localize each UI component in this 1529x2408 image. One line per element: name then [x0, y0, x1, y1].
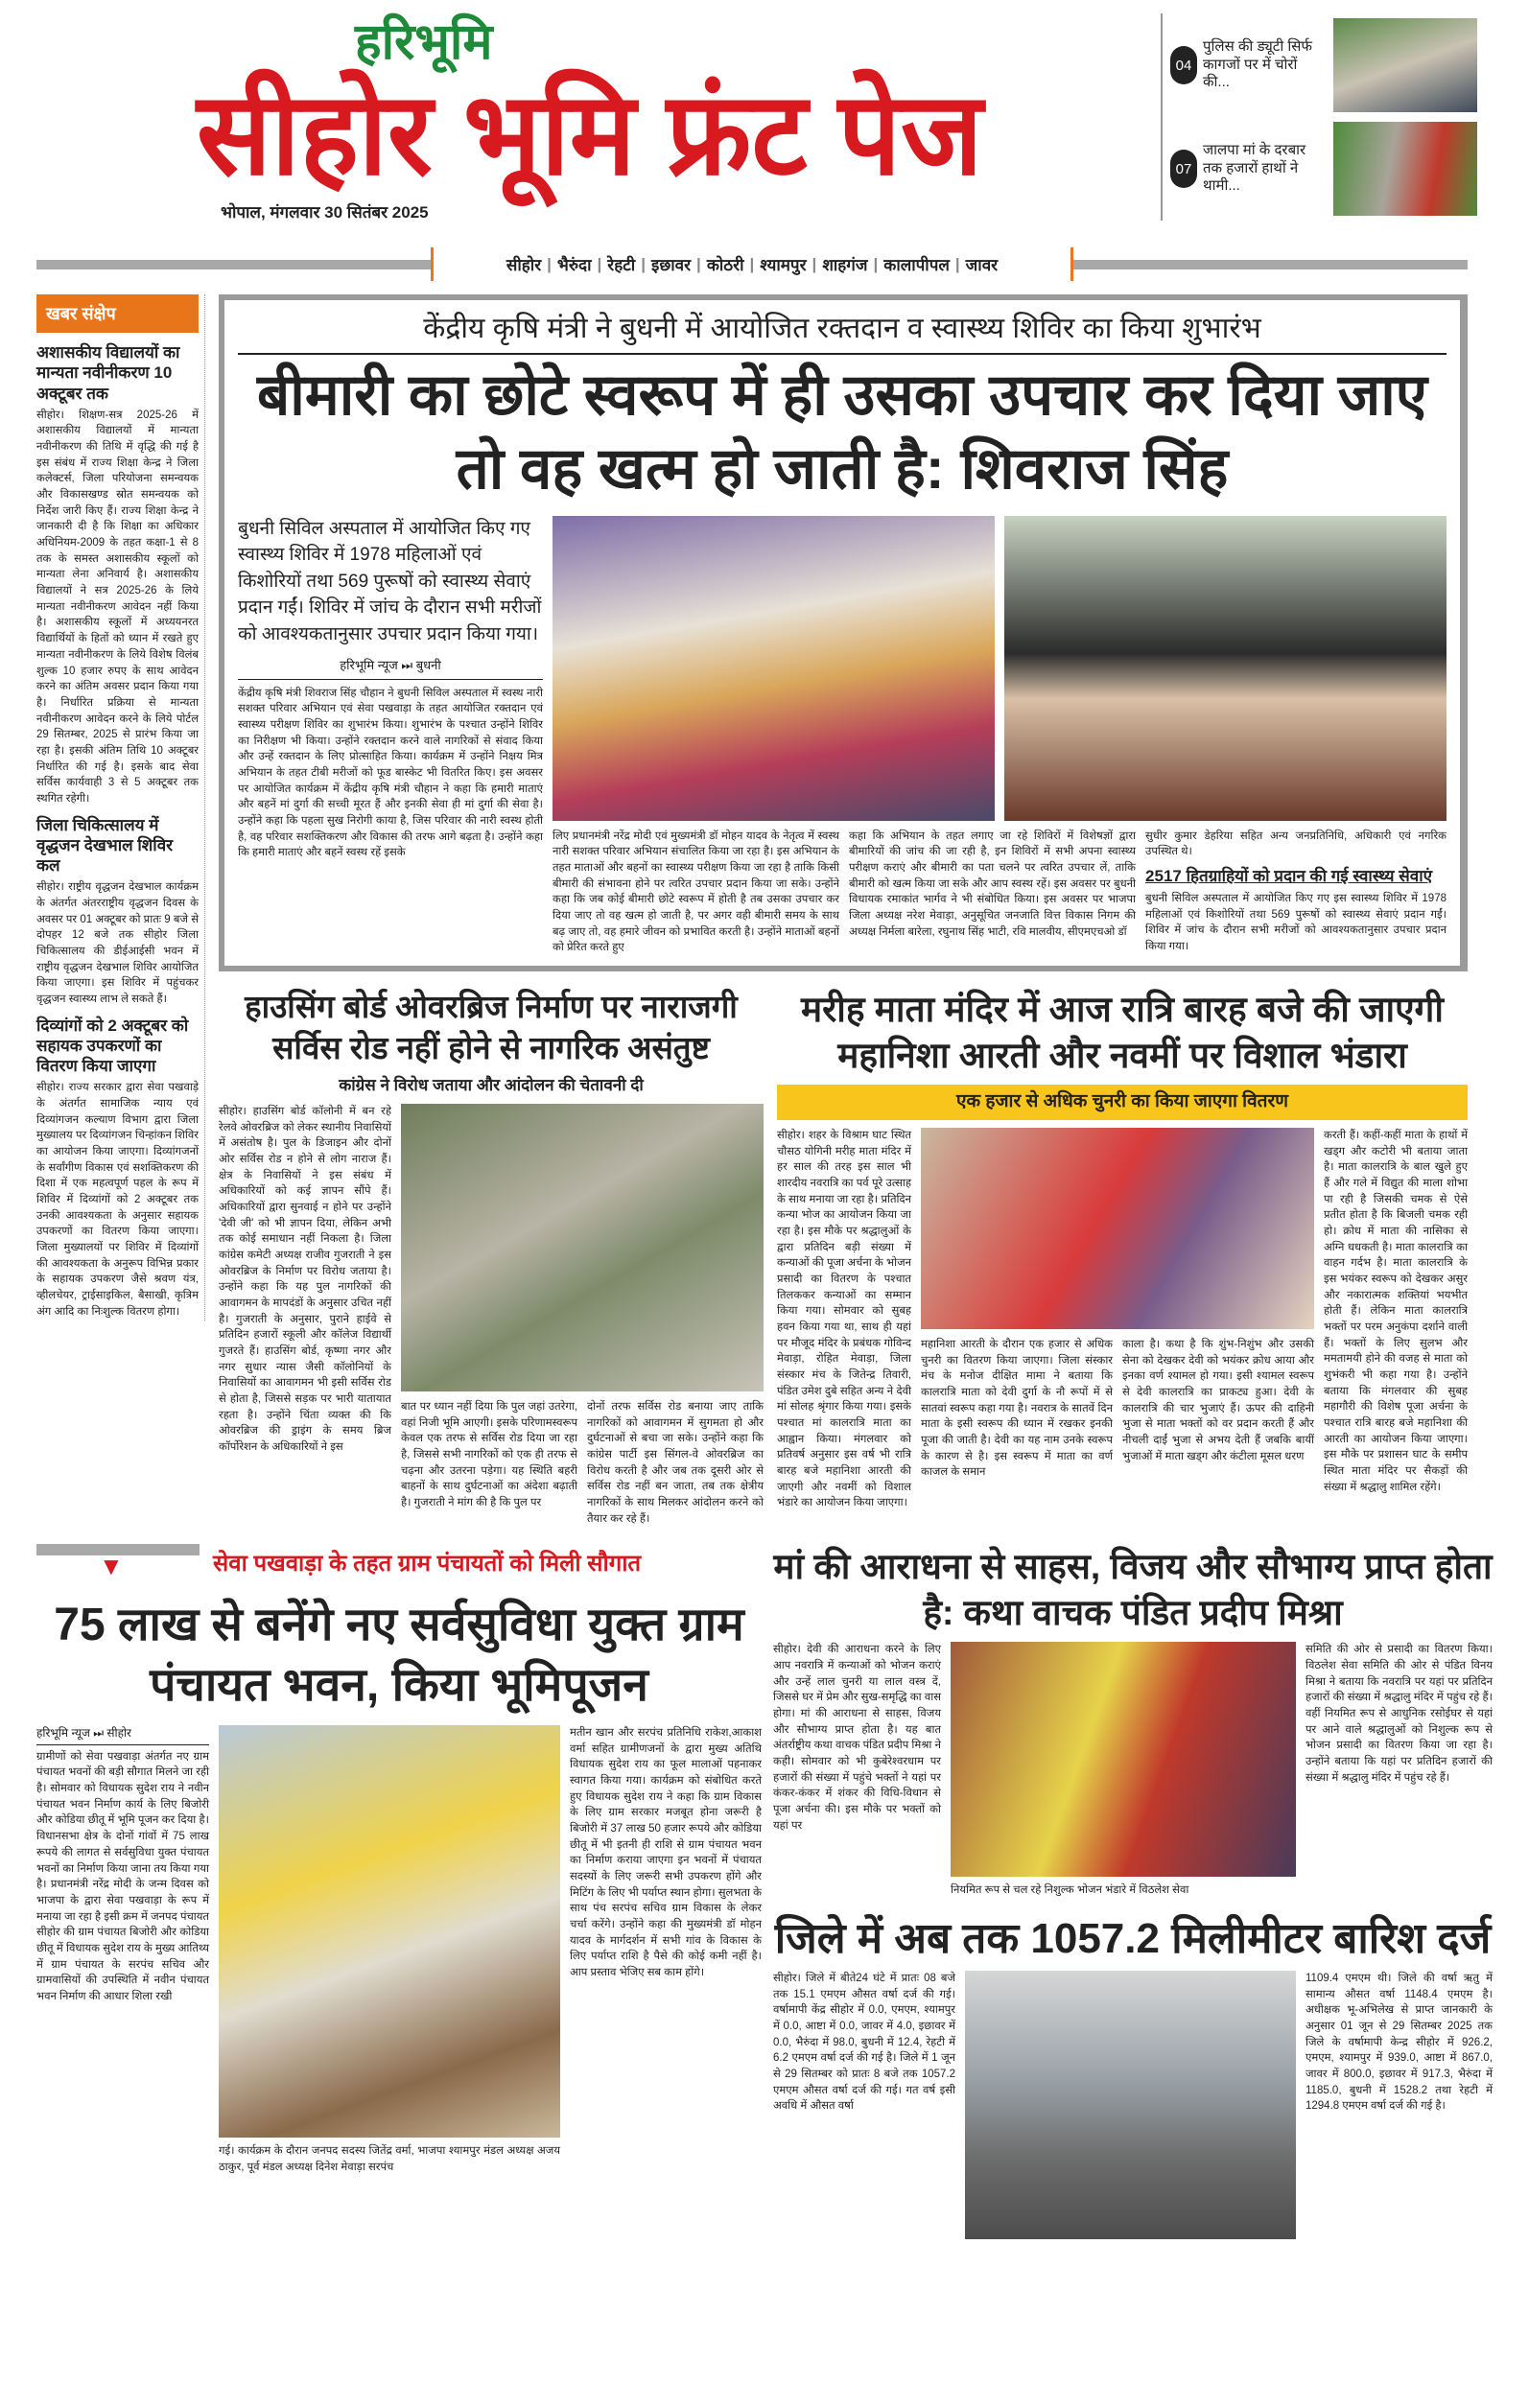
- marih-body-col2: महानिशा आरती के दौरान एक हजार से अधिक चुनरी का वितरण किया जाएगा। जिला संस्कार मंच के मनोज दीक्षित मामा ने बताया कि कालरात्रि माता को देवी दुर्गा के नौ रूपों में से सातवां स्वरूप कहा गया है। नवरात्र के सातवें दिन माता के इसी स्वरूप की ध्यान में रखकर इनकी पूजा की जाती है। देवी का यह नाम उनके स्वरूप के कारण से है। इस स्वरूप में माता का वर्ण काजल के समान: [921, 1338, 1113, 1479]
- marih-center: [921, 1128, 1314, 1481]
- byline: [36, 1725, 209, 1745]
- marih-banner: एक हजार से अधिक चुनरी का किया जाएगा वितरण: [777, 1085, 1468, 1120]
- teaser-photo: [1333, 18, 1477, 112]
- housing-headline[interactable]: हाउसिंग बोर्ड ओवरब्रिज निर्माण पर नाराजगी सर्विस रोड नहीं होने से नागरिक असंतुष्ट: [245, 988, 738, 1065]
- housing-columns: [219, 1104, 764, 1527]
- marih-mata-story: [777, 987, 1468, 1511]
- panchayat-center: [219, 1725, 560, 2175]
- katha-columns: [773, 1642, 1493, 1899]
- kanya-bhoj-photo: [921, 1128, 1314, 1329]
- forward-icon: ⏭: [93, 1726, 105, 1740]
- lead-photos: [553, 516, 1447, 821]
- panchayat-kicker: सेवा पखवाड़ा के तहत ग्राम पंचायतों को मिली सौगात: [213, 1550, 642, 1577]
- main-area: [219, 294, 1468, 1527]
- housing-lower-columns: [401, 1399, 764, 1527]
- nav-link[interactable]: श्यामपुर: [760, 256, 807, 274]
- lead-intro: [238, 516, 543, 861]
- teaser-text: पुलिस की ड्यूटी सिर्फ कागजों पर में चोरों की...: [1203, 37, 1312, 91]
- panchayat-body-col2: मतीन खान और सरपंच प्रतिनिधि राकेश,आकाश वर्मा सहित ग्रामीणजनों के द्वारा मुख्य अतिथि विधायक सुदेश राय का फूल मालाओं पहनाकर स्वागत किया गया। कार्यक्रम को संबोधित करते हुए विधायक सुदेश राय ने कहा कि ग्राम विकास के लिए ग्राम सरकार मजबूत होना जरूरी है बिजोरी में 37 लाख 50 हजार रूपये और कोडिया छीतू में भी इतनी ही राशि से ग्राम पंचायत भवन का निर्माण कराया जाएगा इन भवनों में पंचायत सदस्यों के लिए जरूरी सभी उपकरण होंगे और मिटिंग के लिए भी पर्याप्त स्थान होगा। सुलभता के साथ पंच सरपंच सचिव ग्राम विकास के लेकर चर्चा करेंगे। उन्होंने कहा की मुख्यमंत्री डॉ मोहन यादव के मार्गदर्शन में सभी गांव के विकास के लिए पर्याप्त राशि है पैसे की कोई कमी नहीं है। आप प्रस्ताव भेजिए सब काम होंगे।: [570, 1727, 762, 1979]
- town-links: [431, 247, 1073, 281]
- rain-columns: [773, 1971, 1493, 2239]
- forward-icon: ⏭: [401, 658, 413, 673]
- brief-text: सीहोर। राज्य सरकार द्वारा सेवा पखवाड़े के अंतर्गत सामाजिक न्याय एवं दिव्यांगजन कल्याण विभाग द्वारा जिला मुख्यालय पर दिव्यांगजन चिन्हांकन शिविर का आयोजन किया जाएगा। दिव्यांगजनों के सर्वांगीण विकास एवं सशक्तिकरण की दिशा में एक महत्वपूर्ण पहल के रूप में शिविर में दिव्यांगों को 2 अक्टूबर तक उनकी आवश्यकता के अनुसार सहायक उपकरणों का वितरण किया जाएगा। जिला मुख्यालयों पर शिविर में दिव्यांगों की आवश्यकता के अनुरूप विभिन्न प्रकार के सहायक उपकरण जैसे श्रवण यंत्र, व्हीलचेयर, ट्राईसाइकिल, बैसाखी, कृत्रिम अंग आदि का निःशुल्क वितरण होगा।: [36, 1082, 199, 1318]
- housing-body-col1: सीहोर। हाउसिंग बोर्ड कॉलोनी में बन रहे रेलवे ओवरब्रिज को लेकर स्थानीय निवासियों में असंतोष है। पुल के डिजाइन और दोनों ओर सर्विस रोड न होने से लोग नाराज हैं। क्षेत्र के निवासियों ने इस संबंध में अधिकारियों को कई ज्ञापन सौंपे हैं। अधिकारियों द्वारा सुनवाई न होने पर उन्होंने 'देवी जी' को भी ज्ञापन दिया, लेकिन अभी तक कोई समाधान नहीं निकला है। जिला कांग्रेस कमेटी अध्यक्ष राजीव गुजराती ने इस ओवरब्रिज के निर्माण पर विरोध जताया है। उन्होंने कहा कि यह पुल नागरिकों की आवागमन के मापदंडों के अनुसार उचित नहीं है। गुजराती के अनुसार, पुराने हाईवे से प्रतिदिन हजारों स्कूली और कॉलेज विद्यार्थी गुजरते हैं। हाउसिंग बोर्ड, कृष्णा नगर और नगर सुधार न्यास जैसी कॉलोनियों के निवासियों का आवागमन भी इसी सर्विस रोड से होता है, जिससे सड़क पर भारी यातायात रहता है। उन्होंने चिंता व्यक्त की कि ओवरब्रिज की ड्राइंग के समय ब्रिज कॉर्पोरेशन के अधिकारियों ने इस: [219, 1105, 391, 1453]
- housing-body-col2: बात पर ध्यान नहीं दिया कि पुल जहां उतरेगा, वहां निजी भूमि आएगी। इसके परिणामस्वरूप केवल एक तरफ से सर्विस रोड दिया जा रहा है, जिससे सभी नागरिकों को एक ही तरफ से चढ़ना और उतरना पड़ेगा। यह स्थिति बहरी बाहनों के साथ दुर्घटनाओं का अंदेशा बढ़ाती है। गुजराती ने मांग की है कि पुल पर: [401, 1400, 577, 1508]
- katha-body-col1: सीहोर। देवी की आराधना करने के लिए आप नवरात्रि में कन्याओं को भोजन कराएं और उन्हें लाल चुनरी या लाल वस्त्र दें, जिससे घर में प्रेम और सुख-समृद्धि का वास होगा। मां की आराधना से साहस, विजय और सौभाग्य प्राप्त होता है। यह बात अंतर्राष्ट्रीय कथा वाचक पंडित प्रदीप मिश्रा ने कही। सोमवार को भी कुबेरेश्वरधाम पर हजारों की संख्या में पहुंचे भक्तों ने यहां पर कंकर-कंकर में शंकर की विधि-विधान से पूजा अर्चना की। इस मौके पर भक्तों को यहां पर: [773, 1644, 941, 1832]
- rain-body-col2: 1109.4 एमएम थी। जिले की वर्षा ऋतु में सामान्य औसत वर्षा 1148.4 एमएम है। अधीक्षक भू-अभिलेख से प्राप्त जानकारी के अनुसार 01 जून से 29 सितम्बर 2025 तक जिले के वर्षामापी केन्द्र सीहोर में 926.2, एमएम, श्यामपुर में 939.0, आष्टा में 867.0, जावर में 800.0, इछावर में 917.3, भैरुंदा में 1185.0, बुधनी में 1528.2 तथा रेहटी में 1294.8 एमएम वर्षा दर्ज की गई है।: [1306, 1972, 1493, 2113]
- haribhoomi-logo: हरिभूमि: [355, 14, 493, 70]
- intro-text: बुधनी सिविल अस्पताल में आयोजित किए गए स्वास्थ्य शिविर में 1978 महिलाओं एवं किशोरियों तथा 569 पुरूषों को स्वास्थ्य सेवाएं प्रदान गईं। शिविर में जांच के दौरान सभी मरीजों को आवश्यकतानुसार उपचार प्रदान किया गया।: [238, 518, 542, 644]
- panchayat-col1: [36, 1725, 209, 2005]
- lead-photo-inauguration: [553, 516, 995, 821]
- housing-story: [219, 987, 764, 1527]
- lead-columns: [238, 516, 1447, 956]
- divider: [36, 260, 431, 269]
- rain-street-photo: [965, 1971, 1296, 2239]
- lead-body-col4: सुधीर कुमार डेहरिया सहित अन्य जनप्रतिनिधि, अधिकारी एवं नगरिक उपस्थित थे।: [1145, 830, 1447, 858]
- rain-body-col1: सीहोर। जिले में बीते24 घंटे में प्रातः 08 बजे तक 15.1 एमएम औसत वर्षा दर्ज की गई। वर्षामापी केंद्र सीहोर में 0.0, एमएम, श्यामपुर में 0.0, आष्टा में 0.0, जावर में 4.0, इछावर में 0.0, भैरुंदा में 98.0, बुधनी में 12.4, रेहटी में 6.2 एमएम वर्षा दर्ज की गई है। जिले में 1 जून से 29 सितम्बर को प्रातः 8 बजे तक 1057.2 एमएम औसत वर्षा दर्ज की गई। गत वर्ष इसी अवधि में औसत वर्षा: [773, 1972, 955, 2113]
- katha-headline[interactable]: मां की आराधना से साहस, विजय और सौभाग्य प्राप्त होता है: कथा वाचक पंडित प्रदीप मिश्रा: [773, 1547, 1493, 1633]
- nav-separator: |: [812, 254, 817, 273]
- housing-subhead: कांग्रेस ने विरोध जताया और आंदोलन की चेतावनी दी: [339, 1075, 644, 1094]
- page-number-badge: 07: [1170, 150, 1197, 188]
- lead-right: [553, 516, 1447, 956]
- briefs-tag: खबर संक्षेप: [36, 294, 199, 333]
- housing-right: [401, 1104, 764, 1527]
- lead-body-col4b: बुधनी सिविल अस्पताल में आयोजित किए गए इस स्वास्थ्य शिविर में 1978 महिलाओं एवं किशोरियों तथा 569 पुरूषों को स्वास्थ्य सेवाएं प्रदान गईं। शिविर में जांच के दौरान सभी मरीजों को आवश्यकतानुसार उपचार प्रदान किया गया।: [1145, 893, 1447, 953]
- edition-date: भोपाल, मंगलवार 30 सितंबर 2025: [221, 203, 429, 222]
- nav-link[interactable]: कालापीपल: [883, 256, 950, 274]
- nav-separator: |: [597, 254, 602, 273]
- middle-stories: [219, 987, 1468, 1527]
- nav-link[interactable]: रेहटी: [607, 256, 636, 274]
- kicker-bar: [36, 1544, 200, 1582]
- nav-link[interactable]: जावर: [965, 256, 999, 274]
- marih-body-col4: करती हैं। कहीं-कहीं माता के हाथों में खड्ग और कटोरी भी बताया जाता है। माता कालरात्रि के बाल खुले हुए हैं और गले में विद्युत की माला शोभा पा रही है जिसकी चमक से ऐसे प्रतीत होता है कि बिजली चमक रही हो। क्रोध में माता की नासिका से अग्नि धधकती है। माता कालरात्रि का वाहन गर्दभ है। माता कालरात्रि के इस भयंकर स्वरूप को देखकर असुर और नकारात्मक शक्तियां भयभीत होती हैं। लेकिन माता कालरात्रि भक्तों पर परम अनुकंपा दर्शाने वाली हैं। भक्तों के लिए सुलभ और ममतामयी होने की वजह से माता को शुभंकरी भी कहा गया है। उन्होंने बताया कि मंगलवार की सुबह महागौरी की विशेष पूजा अर्चना के पश्चात रात्रि बारह बजे महानिशा की आरती का आयोजन किया जाएगा। इस मौके पर प्रशासन घाट के समीप स्थित माता मंदिर पर सैकड़ों की संख्या में श्रद्धालु शामिल रहेंगे।: [1324, 1129, 1468, 1493]
- katha-photo-caption: नियमित रूप से चल रहे निशुल्क भोजन भंडारे में विठलेश सेवा: [951, 1884, 1189, 1897]
- bottom-right: [773, 1544, 1493, 2239]
- lead-body-col1: केंद्रीय कृषि मंत्री शिवराज सिंह चौहान ने बुधनी सिविल अस्पताल में स्वस्थ नारी सशक्त परिवार अभियान एवं सेवा पखवाड़ा के तहत आयोजित रक्तदान एवं स्वास्थ्य परीक्षण शिविर का शुभारंभ किया। शुभारंभ के पश्चात उन्होंने शिविर का निरीक्षण भी किया। उन्होंने रक्तदान करने वाले नागरिकों से संवाद किया और उन्हें रक्तदान के लिए प्रोत्साहित किया। कार्यक्रम में उन्होंने निक्षय मित्र अभियान के तहत टीबी मरीजों को फूड बास्केट भी वितरित किए। इस अवसर पर आयोजित कार्यक्रम में केंद्रीय कृषि मंत्री चौहान ने कहा कि हमारी माताएं और बहनें मां दुर्गा की सच्ची मूरत हैं और इनकी सेवा ही मां दुर्गा की सेवा है। उन्होंने कहा कि पहला सुख निरोगी काया है, जिस परिवार की नारी स्वस्थ होती है, वह परिवार सशक्तिकरण और विकास की तरफ आगे बढ़ता है। उन्होंने कहा कि हमारी माताएं और बहनें स्वस्थ रहें इसके: [238, 687, 543, 859]
- nav-separator: |: [641, 254, 646, 273]
- katha-story: [773, 1544, 1493, 1899]
- nav-link[interactable]: भैरुंदा: [556, 256, 592, 274]
- marih-columns: [777, 1128, 1468, 1511]
- teaser-panel: [1161, 13, 1477, 221]
- lead-story: [219, 294, 1468, 971]
- brief-text: सीहोर। राष्ट्रीय वृद्धजन देखभाल कार्यक्रम के अंतर्गत अंतरराष्ट्रीय वृद्धजन दिवस के अवसर पर 01 अक्टूबर को प्रातः 9 बजे से दोपहर 12 बजे तक सीहोर जिला चिकित्सालय की डीईआईसी भवन में राष्ट्रीय वृद्धजन देखभाल शिविर आयोजित किया जाएगा। इस शिविर में पहुंचकर वृद्धजन स्वास्थ्य लाभ ले सकते हैं।: [36, 881, 199, 1005]
- bhandara-photo: [951, 1642, 1296, 1877]
- lead-text-columns: [553, 829, 1447, 956]
- lead-side-col: [1145, 829, 1447, 955]
- katha-body-col2: समिति की ओर से प्रसादी का वितरण किया। विठलेश सेवा समिति की ओर से पंडित विनय मिश्रा ने बताया कि नवरात्रि पर यहां पर प्रतिदिन हजारों की संख्या में श्रद्धालु मंदिर में पहुंच रहे हैं। वहीं नियमित रूप से आधुनिक रसोईघर से यहां पर आने वाले श्रद्धालुओं को निशुल्क रूप से भोजन प्रसादी का वितरण किया जा रहा है। उन्होंने बताया कि यहां पर प्रतिदिन हजारों की संख्या में श्रद्धालु मंदिर में पहुंच रहे हैं।: [1306, 1644, 1493, 1784]
- nav-separator: |: [749, 254, 755, 273]
- marih-body-col1: सीहोर। शहर के विश्राम घाट स्थित चौसठ योगिनी मरीह माता मंदिर में हर साल की तरह इस साल भी शारदीय नवरात्रि का पर्व पूरे उत्साह के साथ मनाया जा रहा है। प्रतिदिन कन्या भोज का आयोजन किया जा रहा है। इस मौके पर श्रद्धालुओं के द्वारा प्रतिदिन बड़ी संख्या में कन्याओं की पूजा अर्चना के भोजन प्रसादी का वितरण के पश्चात तिलककर कन्याओं का सम्मान किया गया। सोमवार को सुबह हवन किया गया था, साथ ही यहां पर मौजूद मंदिर के प्रबंधक गोविन्द मेवाड़ा, रोहित मेवाड़ा, जिला संस्कार मंच के जितेन्द्र तिवारी, पंडित उमेश दुबे सहित अन्य ने देवी मां सोलह श्रृंगार किया गया। इसके पश्चात मां कालरात्रि माता का आह्वान किया। मंगलवार को प्रतिवर्ष अनुसार इस वर्ष भी रात्रि बारह बजे महानिशा आरती की जाएगी और नवमीं को विशाल भंडारे का आयोजन किया जाएगा।: [777, 1129, 911, 1509]
- divider: [1073, 260, 1468, 269]
- lead-body-col2: लिए प्रधानमंत्री नरेंद्र मोदी एवं मुख्यमंत्री डॉ मोहन यादव के नेतृत्व में स्वस्थ नारी सशक्त परिवार अभियान संचालित किया जा रहा है। इस अभियान के तहत माताओं और बहनों का स्वास्थ्य परीक्षण किया जा रहा है ताकि किसी बीमारी की संभावना होने पर त्वरित उपचार प्रदान किया जा सके। उन्होंने कहा कि जब कोई बीमारी छोटे स्वरूप में होती है तब उसका उपचार कर दिया जाए तो वह खत्म हो जाती है, पर अगर वही बीमारी समय के साथ बढ़ जाए तो, वह हमारे जीवन को प्रभावित करती है। उन्होंने माताओं बहनों को प्रेरित करते हुए: [553, 830, 840, 954]
- brief-item: [36, 815, 199, 1008]
- page-title: सीहोर भूमि फ्रंट पेज: [197, 70, 983, 199]
- katha-center: [951, 1642, 1296, 1899]
- housing-body-col3: दोनों तरफ सर्विस रोड बनाया जाए ताकि नागरिकों को आवागमन में सुगमता हो और दुर्घटनाओं से बचा जा सके। उन्होंने कहा कि कांग्रेस पार्टी इस सिंगल-वे ओवरब्रिज का विरोध करती है और जब तक दूसरी ओर से सर्विस रोड नहीं बन जाता, तब तक क्षेत्रीय नागरिकों के साथ मिलकर आंदोलन करने को तैयार कर रहे हैं।: [587, 1400, 764, 1525]
- nav-separator: |: [547, 254, 552, 273]
- teaser-item[interactable]: [1163, 117, 1477, 221]
- brief-item: [36, 342, 199, 807]
- page-number-badge: 04: [1170, 46, 1197, 84]
- byline-source: हरिभूमि न्यूज: [340, 658, 398, 673]
- byline-place: सीहोर: [106, 1726, 131, 1740]
- rain-headline[interactable]: जिले में अब तक 1057.2 मिलीमीटर बारिश दर्ज: [774, 1915, 1492, 1963]
- panchayat-body-col1: ग्रामीणों को सेवा पखवाड़ा अंतर्गत नए ग्राम पंचायत भवनों की बड़ी सौगात मिलने जा रही है। सोमवार को विधायक सुदेश राय ने नवीन पंचायत भवन निर्माण कार्य के लिए बिजोरी और कोडिया छीतू में भूमि पूजन कर दिया है। विधानसभा क्षेत्र के दोनों गांवों में 75 लाख रूपये की लागत से सर्वसुविधा युक्त पंचायत भवनों का निर्माण किया जाना तय किया गया है। प्रधानमंत्री नरेंद्र मोदी के जन्म दिवस को भाजपा के द्वारा सेवा पखवाड़ा के रूप में मनाया जा रहा है इसी क्रम में जनपद पंचायत सीहोर की ग्राम पंचायत बिजोरी और कोडिया छीतू में विधायक सुदेश राय के मुख्य आतिथ्य में ग्राम पंचायत के सरपंच सचिव और ग्रामवासियों की उपस्थिति में नवीन पंचायत भवन निर्माण की आधार शिला रखी: [36, 1750, 209, 2002]
- rain-story: [773, 1914, 1493, 2239]
- brief-headline: अशासकीय विद्यालयों का मान्यता नवीनीकरण 10 अक्टूबर तक: [36, 343, 180, 403]
- nav-link[interactable]: इछावर: [650, 256, 692, 274]
- panchayat-kicker-row: [36, 1544, 762, 1582]
- section-nav: [36, 247, 1468, 281]
- page-title-box: [197, 70, 983, 199]
- nav-link[interactable]: कोठरी: [706, 256, 744, 274]
- marih-lower-columns: [921, 1337, 1314, 1481]
- nav-separator: |: [696, 254, 701, 273]
- lead-photo-camp: [1004, 516, 1447, 821]
- nav-link[interactable]: शाहगंज: [822, 256, 868, 274]
- nav-separator: |: [954, 254, 960, 273]
- lead-kicker: केंद्रीय कृषि मंत्री ने बुधनी में आयोजित रक्तदान व स्वास्थ्य शिविर का किया शुभारंभ: [238, 310, 1447, 355]
- marih-body-col3: काला है। कथा है कि शुंभ-निशुंभ और उसकी सेना को देखकर देवी को भयंकर क्रोध आया और इनका वर्ण श्यामल हो गया। इसी श्यामल स्वरूप से देवी कालरात्रि का प्राकट्य हुआ। देवी के कालरात्रि की चार भुजाएं हैं। ऊपर की दाहिनी भुजा से माता भक्तों को वर प्रदान करती हैं और नीचली दाईं भुजा से अभय देती हैं जबकि बायीं भुजाओं में माता खड्ग और कंटीला मूसल धरण: [1122, 1338, 1314, 1462]
- nav-separator: |: [873, 254, 879, 273]
- panchayat-headline[interactable]: 75 लाख से बनेंगे नए सर्वसुविधा युक्त ग्राम पंचायत भवन, किया भूमिपूजन: [54, 1600, 744, 1711]
- brief-headline: जिला चिकित्सालय में वृद्धजन देखभाल शिविर कल: [36, 815, 174, 876]
- news-briefs-column: [36, 294, 205, 1321]
- panchayat-columns: [36, 1725, 762, 2175]
- teaser-photo: [1333, 122, 1477, 216]
- aerial-photo-overbridge: [401, 1104, 764, 1391]
- byline: [238, 653, 543, 679]
- nav-link[interactable]: सीहोर: [506, 256, 542, 274]
- bottom-region: [36, 1544, 1529, 2239]
- brief-text: सीहोर। शिक्षण-सत्र 2025-26 में अशासकीय विद्यालयों में मान्यता नवीनीकरण की तिथि में वृद्धि की गई है इस संबंध में राज्य शिक्षा केन्द्र ने जिला कलेक्टर्स, जिला परियोजना समन्वयक और विकासखण्ड स्रोत समन्वयक को निर्देश जारी किए हैं। राज्य शिक्षा केन्द्र ने जानकारी दी है कि शिक्षा का अधिकार अधिनियम-2009 के तहत कक्षा-1 से 8 तक के समस्त अशासकीय स्कूलों को मान्यता लेना अनिवार्य है। अशासकीय विद्यालयों ने सत्र 2025-26 के लिये मान्यता नवीनीकरण आवेदन नहीं किया है। अशासकीय स्कूलों में अध्ययनरत विद्यार्थियों के हितों को ध्यान में रखते हुए मान्यता नवीनीकरण के लिये विशेष विलंब शुल्क 10 हजार रुपए के साथ आवेदन करने का अंतिम अवसर प्रदान किया गया है। निर्धारित प्रक्रिया से मान्यता नवीनीकरण आवेदन करने के लिये पोर्टल 29 सितम्बर, 2025 से प्रारंभ किया जा रहा है। इसकी अंतिम तिथि 10 अक्टूबर निर्धारित की गई है। इसके बाद सेवा सर्विस कार्यवाही 3 से 5 अक्टूबर तक स्थगित रहेगी।: [36, 409, 199, 805]
- marih-headline[interactable]: मरीह माता मंदिर में आज रात्रि बारह बजे की जाएगी महानिशा आरती और नवमीं पर विशाल भंडारा: [801, 989, 1444, 1076]
- lead-headline[interactable]: बीमारी का छोटे स्वरूप में ही उसका उपचार कर दिया जाए तो वह खत्म हो जाती है: शिवराज सिंह: [257, 362, 1427, 501]
- teaser-text: जालपा मां के दरबार तक हजारों हाथों ने थामी...: [1203, 141, 1306, 195]
- brief-item: [36, 1016, 199, 1321]
- masthead: [0, 0, 1529, 247]
- teaser-item[interactable]: [1163, 13, 1477, 117]
- panchayat-caption: गई। कार्यक्रम के दौरान जनपद सदस्य जितेंद्र वर्मा, भाजपा श्यामपुर मंडल अध्यक्ष अजय ठाकुर, पूर्व मंडल अध्यक्ष दिनेश मेवाड़ा सरपंच: [219, 2145, 560, 2173]
- chevron-down-icon: ▼: [99, 1552, 124, 1581]
- lead-body-col3: कहा कि अभियान के तहत लगाए जा रहे शिविरों में विशेषज्ञों द्वारा बीमारियों की जांच की जा रही है, इन शिविरों में सभी अपना स्वास्थ्य परीक्षण कराएं और बीमारी का पता चलने पर त्वरित उपचार लें, ताकि बीमारी को खत्म किया जा सके और आप स्वस्थ रहें। इस अवसर पर बुधनी विधायक रमाकांत भार्गव ने भी संबोधित किया। इस अवसर पर भाजपा जिला अध्यक्ष नरेश मेवाड़ा, अनुसूचित जनजाति वित्त विकास निगम की अध्यक्ष निर्मला बारेला, रघुनाथ सिंह भाटी, रवि मालवीय, सीएमएचओ डॉ: [849, 830, 1137, 938]
- brief-headline: दिव्यांगों को 2 अक्टूबर को सहायक उपकरणों का वितरण किया जाएगा: [36, 1016, 189, 1076]
- bhoomipujan-photo: [219, 1725, 560, 2138]
- byline-place: बुधनी: [415, 658, 441, 673]
- top-region: [36, 294, 1529, 1527]
- byline-source: हरिभूमि न्यूज: [36, 1726, 90, 1740]
- panchayat-story: [36, 1544, 762, 2175]
- lead-subhead: 2517 हितग्राहियों को प्रदान की गई स्वास्थ्य सेवाएं: [1145, 866, 1433, 885]
